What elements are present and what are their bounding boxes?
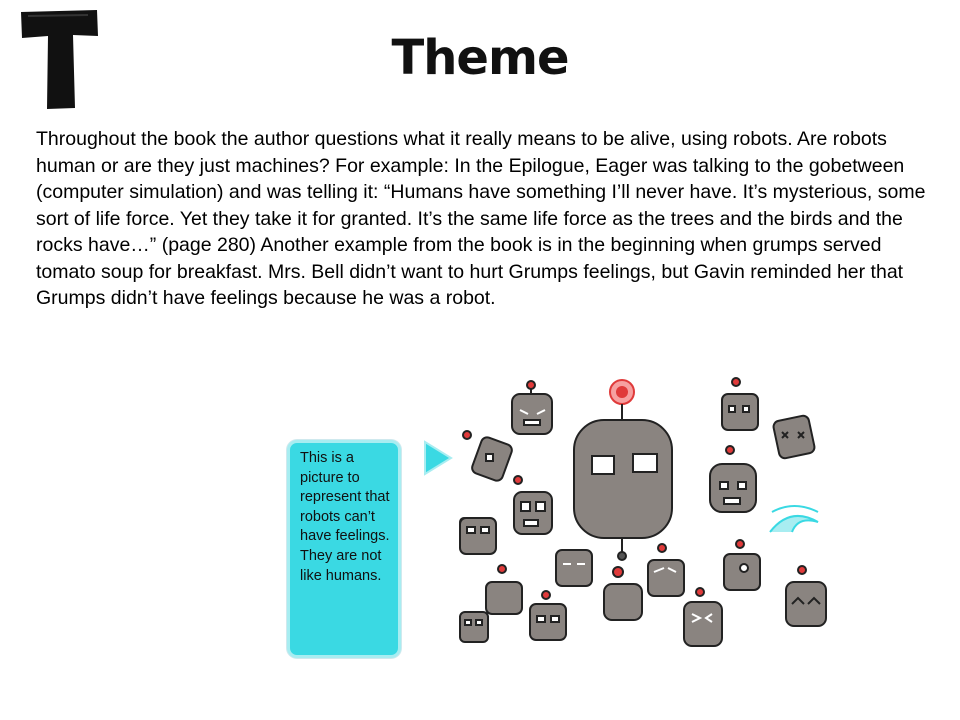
robots-illustration <box>440 372 860 672</box>
page-title: Theme <box>391 30 569 86</box>
callout-text: This is a picture to represent that robots can’t have feelings. They are not like humans. <box>300 450 390 584</box>
theme-paragraph: Throughout the book the author questions what it really means to be alive, using robots. Are robots human or are they just machines? For example: In the Epilogue, Eager was talking to the gobetween (computer simulation) and was telling it: “Humans have something I’ll never have. It’s mysterious, some sort of life force. Yet they take it for granted. It’s the same life force as the trees and the birds and the rocks have…” (page 280) Another example from the book is in the beginning when grumps served tomato soup for breakfast. Mrs. Bell didn’t want to hurt Grumps feelings, but Gavin reminded her that Grumps didn’t have feelings because he was a robot. <box>36 128 926 309</box>
caption-callout <box>287 440 401 658</box>
